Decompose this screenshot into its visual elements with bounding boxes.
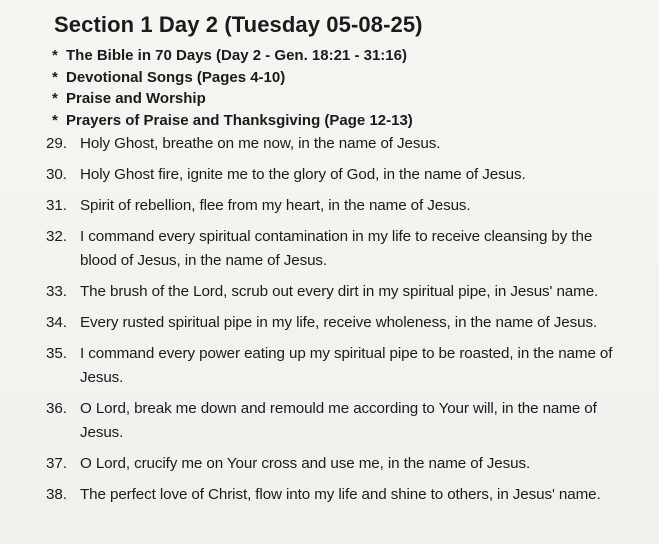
bullet-text: Devotional Songs (Pages 4-10) xyxy=(66,68,286,86)
prayer-number: 35. xyxy=(46,345,67,362)
bullet-star: * xyxy=(52,90,58,107)
prayer-text: I command every power eating up my spiritual pipe to be roasted, in the name of Jesus. xyxy=(80,345,613,386)
prayer-text: Holy Ghost, breathe on me now, in the name of Jesus. xyxy=(80,135,441,152)
prayer-text: The perfect love of Christ, flow into my life and shine to others, in Jesus' name. xyxy=(80,486,601,503)
bullet-item xyxy=(52,88,413,110)
prayer-item xyxy=(46,163,626,187)
bullet-star: * xyxy=(52,68,58,86)
prayer-text: Spirit of rebellion, flee from my heart, in the name of Jesus. xyxy=(80,197,471,214)
prayer-item xyxy=(46,397,626,445)
bullet-list xyxy=(52,45,413,131)
prayer-item xyxy=(46,132,626,156)
prayer-number: 29. xyxy=(46,135,67,152)
prayer-text: O Lord, crucify me on Your cross and use me, in the name of Jesus. xyxy=(80,455,531,472)
prayer-item xyxy=(46,225,626,273)
prayer-number: 32. xyxy=(46,228,67,245)
prayer-text: Holy Ghost fire, ignite me to the glory of God, in the name of Jesus. xyxy=(80,166,526,183)
prayer-number: 36. xyxy=(46,400,67,417)
prayer-text: The brush of the Lord, scrub out every dirt in my spiritual pipe, in Jesus' name. xyxy=(80,283,599,300)
section-title: Section 1 Day 2 (Tuesday 05-08-25) xyxy=(54,12,423,37)
prayer-number: 33. xyxy=(46,283,67,300)
prayer-item xyxy=(46,194,626,218)
bullet-item xyxy=(52,67,413,89)
prayer-item xyxy=(46,280,626,304)
prayer-list xyxy=(46,132,626,514)
prayer-item xyxy=(46,311,626,335)
bullet-text: Praise and Worship xyxy=(66,90,206,107)
prayer-number: 31. xyxy=(46,197,67,214)
prayer-number: 37. xyxy=(46,455,67,472)
bullet-star: * xyxy=(52,47,58,64)
bullet-star: * xyxy=(52,111,58,129)
prayer-text: Every rusted spiritual pipe in my life, receive wholeness, in the name of Jesus. xyxy=(80,314,598,331)
prayer-item xyxy=(46,452,626,476)
bullet-text: Prayers of Praise and Thanksgiving (Page 12-13) xyxy=(66,111,413,129)
prayer-number: 34. xyxy=(46,314,67,331)
bullet-item xyxy=(52,110,413,132)
bullet-text: The Bible in 70 Days (Day 2 - Gen. 18:21 - 31:16) xyxy=(66,47,407,64)
prayer-number: 38. xyxy=(46,486,67,503)
prayer-text: O Lord, break me down and remould me according to Your will, in the name of Jesus. xyxy=(80,400,597,441)
prayer-item xyxy=(46,483,626,507)
prayer-text: I command every spiritual contamination in my life to receive cleansing by the blood of Jesus, in the name of Jesus. xyxy=(80,228,593,269)
prayer-number: 30. xyxy=(46,166,67,183)
prayer-item xyxy=(46,342,626,390)
bullet-item xyxy=(52,45,413,67)
